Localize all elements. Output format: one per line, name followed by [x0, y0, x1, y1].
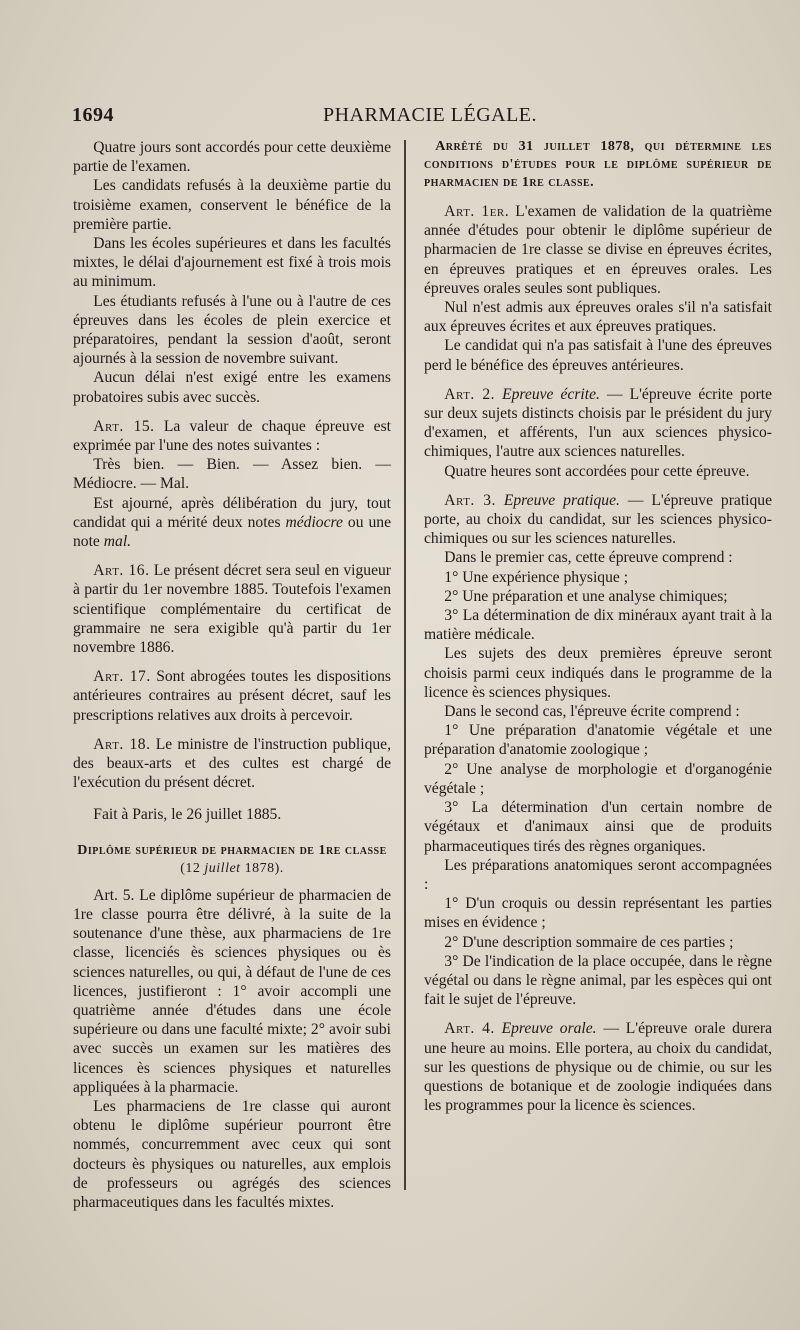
list-item: 3° La détermination d'un certain nombre de végétaux et d'animaux ainsi que de produits pharmaceutiques tirés des règnes organiques.: [424, 799, 772, 855]
article-text: — L'épreuve pratique porte, au choix du candidat, sur les sciences physico-chimiques ou sur les sciences naturelles.: [424, 491, 773, 548]
article-4: [424, 1019, 772, 1115]
text-run: ou une note: [73, 513, 391, 551]
article-label: Art. 4.: [444, 1020, 495, 1038]
paragraph: Aucun délai n'est exigé entre les examens probatoires subis avec succès.: [73, 369, 391, 406]
signature-line: Fait à Paris, le 26 juillet 1885.: [93, 805, 282, 823]
list-item: 2° Une préparation et une analyse chimiques;: [444, 587, 728, 605]
article-label: Art. 17.: [93, 668, 151, 686]
article-text: L'examen de validation de la quatrième année d'études pour obtenir le diplôme supérieur de pharmacien de 1re classe se divise en épreuves écrites, en épreuves pratiques et en épreuves orales. Les épreuves orales seules sont publiques.: [424, 203, 772, 297]
paragraph: Quatre jours sont accordés pour cette deuxième partie de l'examen.: [73, 139, 391, 176]
article-text: — L'épreuve écrite porte sur deux sujets distincts choisis par le président du jury d'examen, et afférents, l'un aux sciences physico-chimiques, l'autre aux sciences naturelles.: [424, 385, 773, 461]
date-open: (12: [180, 860, 201, 876]
list-item: 1° Une préparation d'anatomie végétale et une préparation d'anatomie zoologique ;: [424, 722, 772, 759]
paragraph: Les préparations anatomiques seront accompagnées :: [424, 856, 772, 893]
list-item: 2° Une analyse de morphologie et d'organogénie végétale ;: [424, 760, 772, 797]
italic-run: mal.: [103, 533, 132, 551]
article-5: [73, 886, 391, 1097]
paragraph: Les sujets des deux premières épreuve seront choisis parmi ceux indiqués dans le programme de la licence ès sciences physiques.: [424, 645, 772, 701]
italic-run: médiocre: [285, 513, 343, 531]
article-text: Le ministre de l'instruction publique, des beaux-arts et des cultes est chargé de l'exécution du présent décret.: [73, 735, 391, 792]
paragraph: Nul n'est admis aux épreuves orales s'il n'a satisfait aux épreuves écrites et aux épreuves pratiques.: [424, 299, 772, 336]
section-heading: [73, 842, 391, 878]
paragraph: Les étudiants refusés à l'une ou à l'autre de ces épreuves dans les écoles de plein exercice et préparatoires, pendant la session d'août, seront ajournés à la session de novembre suivant.: [73, 292, 391, 368]
article-17: [73, 667, 391, 725]
heading-date: [180, 861, 284, 876]
article-2: [424, 385, 772, 462]
article-15: [73, 417, 391, 455]
date-close: 1878).: [244, 860, 284, 876]
page-header: [72, 104, 788, 134]
article-text: La valeur de chaque épreuve est exprimée par l'une des notes suivantes :: [73, 417, 391, 455]
article-title: Epreuve écrite.: [502, 385, 600, 403]
article-title: Epreuve orale.: [501, 1020, 597, 1038]
paragraph: Dans le premier cas, cette épreuve comprend :: [444, 549, 733, 567]
paragraph: Les candidats refusés à la deuxième partie du troisième examen, conservent le bénéfice de la première partie.: [73, 177, 391, 233]
paragraph: Dans les écoles supérieures et dans les facultés mixtes, le délai d'ajournement est fixé à trois mois au minimum.: [73, 235, 391, 291]
paragraph: Le candidat qui n'a pas satisfait à l'une des épreuves perd le bénéfice des épreuves antérieures.: [424, 337, 772, 374]
list-item: 3° La détermination de dix minéraux ayant trait à la matière médicale.: [424, 607, 772, 644]
article-label: Art. 3.: [444, 491, 496, 509]
text-run: Est ajourné, après délibération du jury, tout candidat qui a mérité deux notes: [73, 494, 391, 531]
article-text: — L'épreuve orale durera une heure au moins. Elle portera, au choix du candidat, sur les questions de physique ou de chimie, ou sur les questions de botanique et de zoologie indiquées dans les programmes pour la licence ès sciences.: [424, 1020, 773, 1115]
article-3: [424, 491, 772, 549]
list-item: 3° De l'indication de la place occupée, dans le règne végétal ou dans le règne animal, par les espèces qui ont fait le sujet de l'épreuve.: [424, 952, 772, 1009]
paragraph: Dans le second cas, l'épreuve écrite comprend :: [444, 703, 740, 721]
article-label: Art. 2.: [444, 385, 496, 403]
article-text: Le présent décret sera seul en vigueur à partir du 1er novembre 1885. Toutefois l'examen scientifique complémentaire du certificat de grammaire ne sera exigible qu'à partir du 1er novembre 1886.: [73, 562, 392, 657]
article-text: Le diplôme supérieur de pharmacien de 1re classe pourra être délivré, à la suite de la soutenance d'une thèse, aux pharmaciens de 1re classe, licenciés ès sciences physiques ou ès sciences naturelles, ou qui, à défaut de l'une de ces licences, justifieront : 1° avoir accompli une quatrième année d'études dans une école supérieure ou dans une faculté mixte; 2° avoir subi avec succès un examen sur les matières des licences ès sciences physiques et naturelles appliquées à la pharmacie.: [73, 886, 392, 1096]
grade-list: Très bien. — Bien. — Assez bien. — Médiocre. — Mal.: [73, 456, 391, 493]
paragraph-ajourne: [73, 494, 391, 552]
article-16: [73, 561, 391, 657]
article-18: [73, 735, 391, 793]
heading-text: Diplôme supérieur de pharmacien de 1re classe: [77, 842, 387, 858]
left-column: [73, 138, 391, 1212]
paragraph: Les pharmaciens de 1re classe qui auront obtenu le diplôme supérieur pourront être nommés, concurremment avec ceux qui sont docteurs ès physiques ou naturelles, aux emplois de professeurs ou agrégés des sciences pharmaceutiques dans les facultés mixtes.: [73, 1097, 391, 1211]
article-label: Art. 5.: [93, 886, 135, 904]
paragraph: Quatre heures sont accordées pour cette épreuve.: [444, 462, 750, 480]
list-item: 1° Une expérience physique ;: [444, 568, 629, 586]
list-item: 1° D'un croquis ou dessin représentant les parties mises en évidence ;: [424, 895, 772, 932]
article-label: Art. 15.: [93, 417, 155, 435]
page-number: 1694: [72, 104, 114, 126]
article-text: Sont abrogées toutes les dispositions antérieures contraires au présent décret, sauf les prescriptions relatives aux droits à percevoir.: [73, 668, 392, 724]
article-label: Art. 16.: [93, 562, 150, 580]
right-column: [424, 138, 772, 1115]
article-title: Epreuve pratique.: [503, 491, 620, 509]
list-item: 2° D'une description sommaire de ces parties ;: [444, 933, 734, 951]
arrete-heading: Arrêté du 31 juillet 1878, qui détermine les conditions d'études pour le diplôme supérieur de pharmacien de 1re classe.: [424, 139, 772, 190]
article-1: [424, 202, 772, 298]
article-label: Art. 1er.: [444, 203, 510, 220]
running-title: PHARMACIE LÉGALE.: [322, 104, 538, 126]
article-label: Art. 18.: [93, 735, 151, 753]
date-month: juillet: [204, 860, 241, 876]
column-divider: [404, 140, 406, 1190]
